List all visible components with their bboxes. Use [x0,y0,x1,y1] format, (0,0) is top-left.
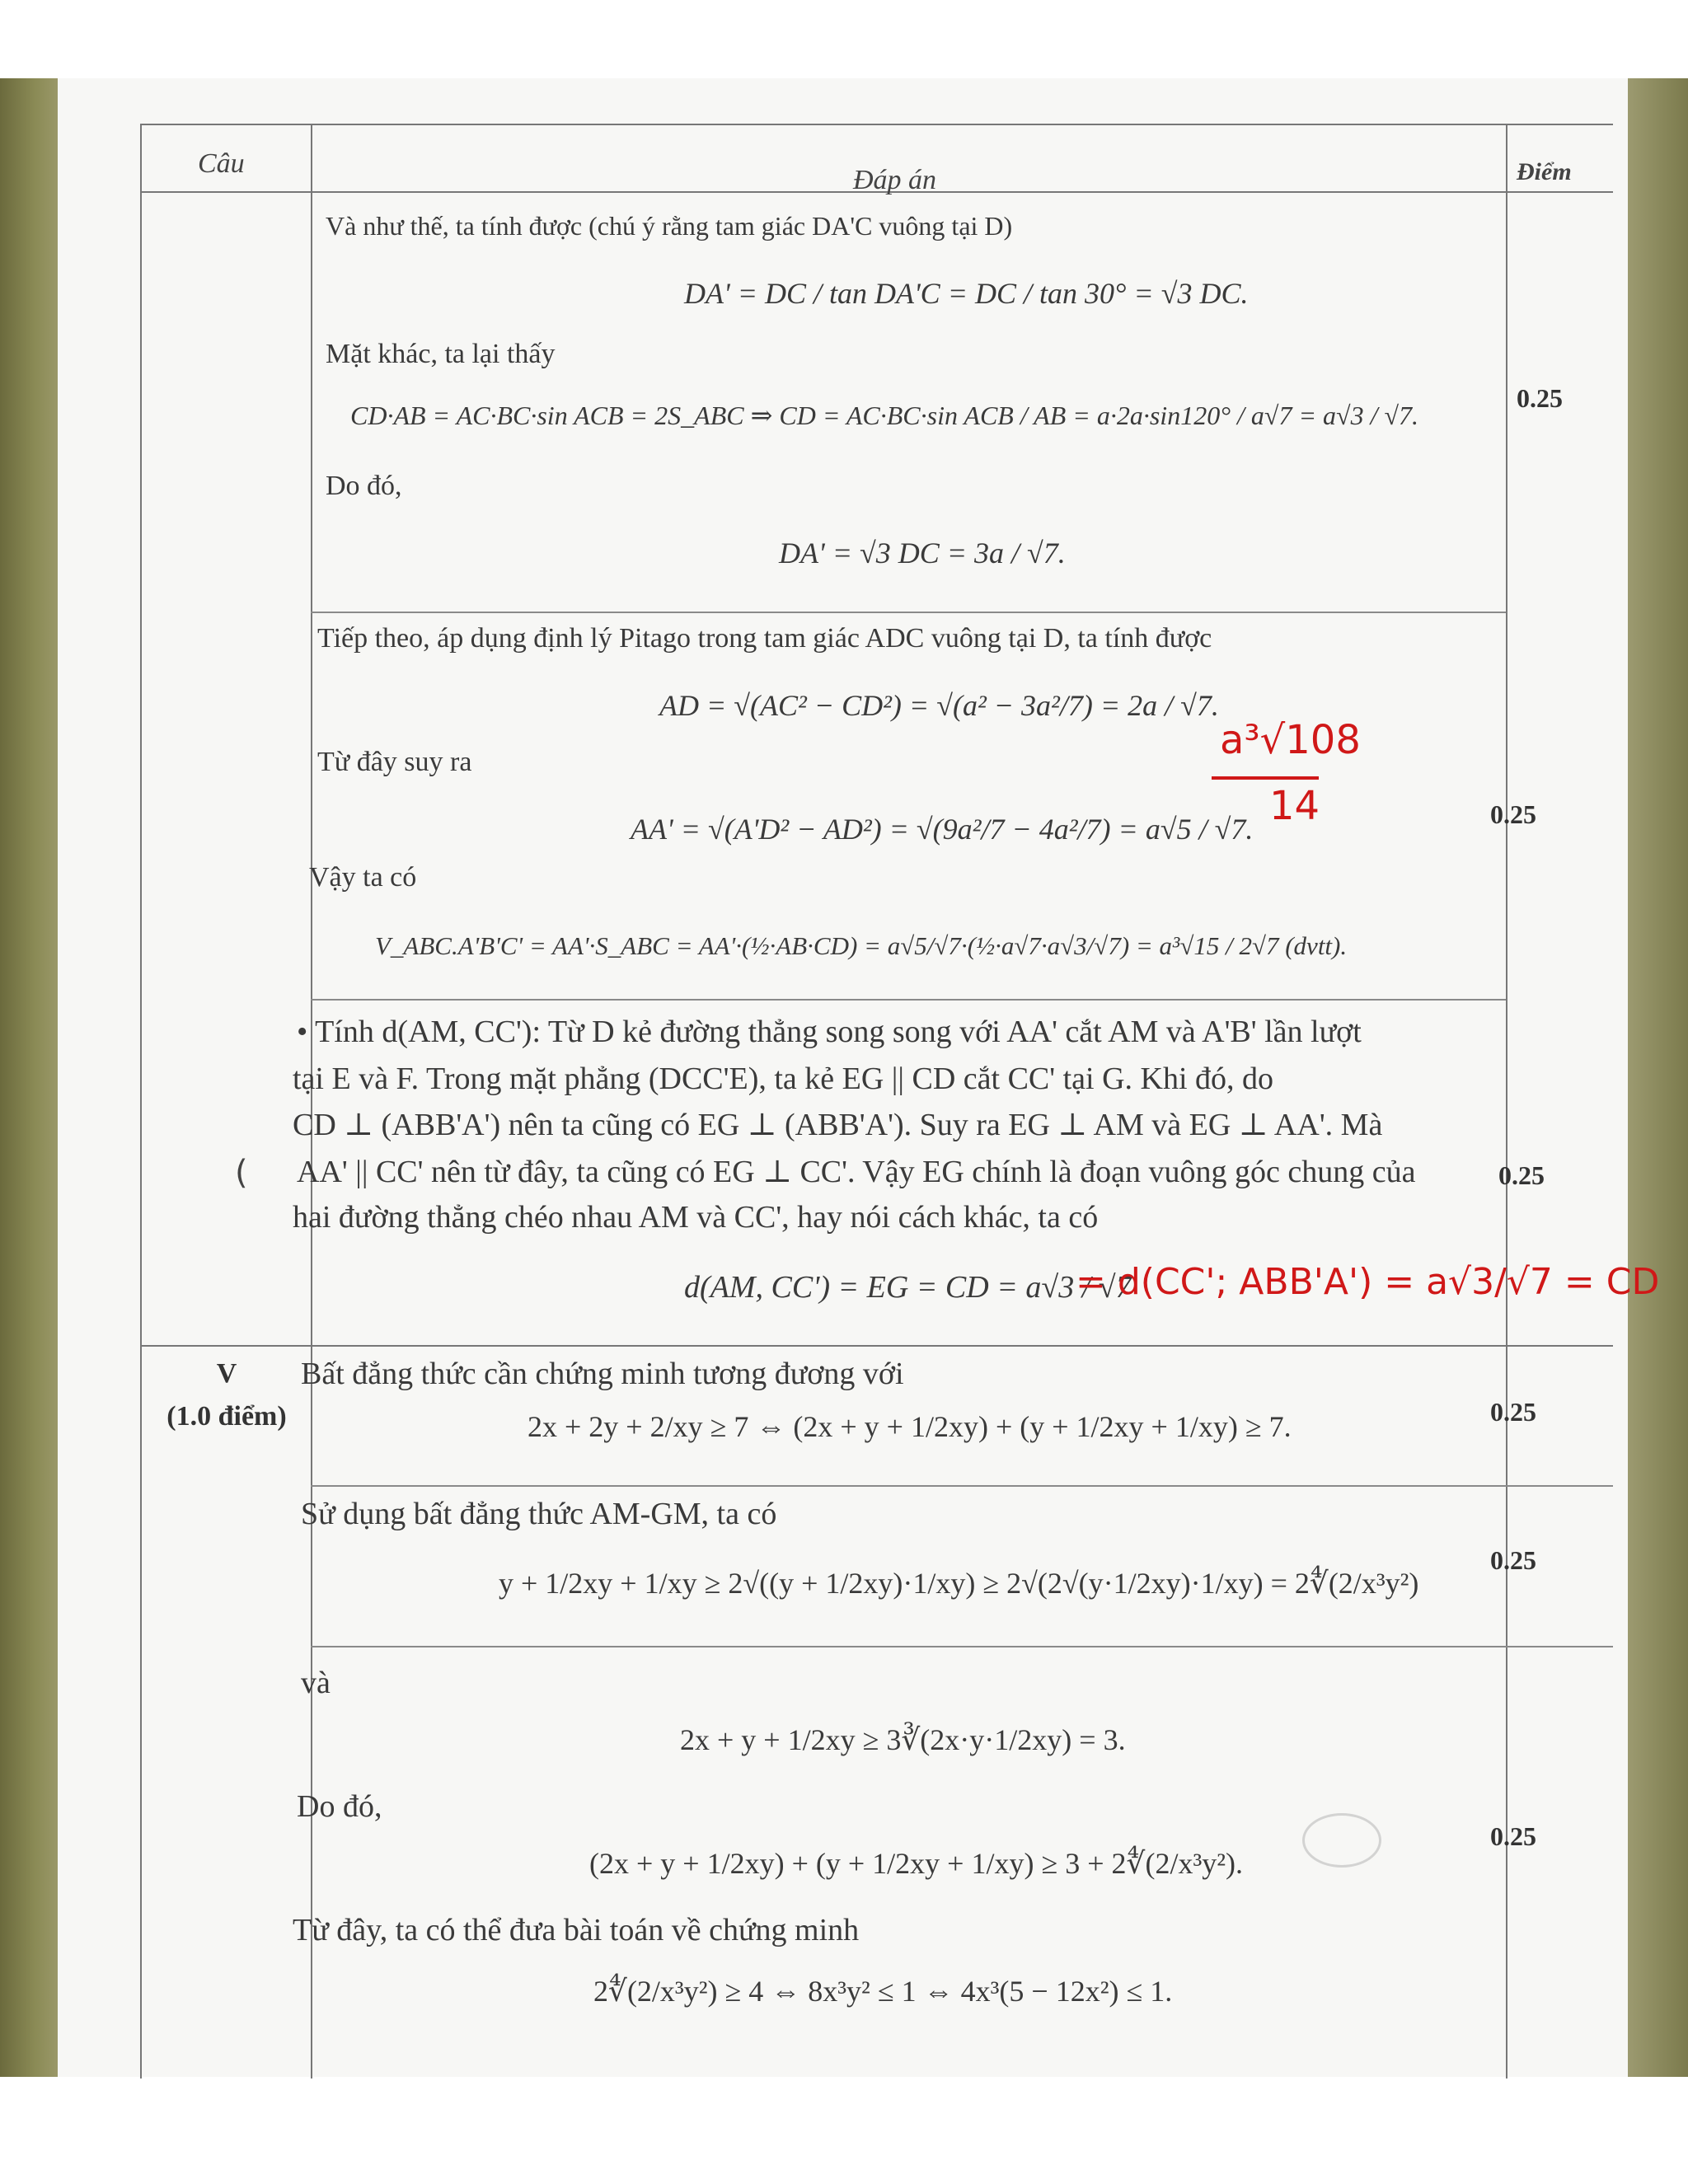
block3-line1: • Tính d(AM, CC'): Từ D kẻ đường thẳng song song với AA' cắt AM và A'B' lần lượt [297,1015,1362,1049]
block3-score: 0.25 [1498,1160,1545,1190]
block2-eq3: V_ABC.A'B'C' = AA'·S_ABC = AA'·(½·AB·CD) = a√5/√7·(½·a√7·a√3/√7) = a³√15 / 2√7 (dvtt). [375,931,1348,960]
handwritten-note-top: a³√108 [1220,717,1361,763]
v-row2-score: 0.25 [1490,1545,1536,1575]
v-row3-text2: Do đó, [297,1789,382,1824]
v-row3-eq1: 2x + y + 1/2xy ≥ 3∛(2x·y·1/2xy) = 3. [680,1723,1126,1756]
block2-eq1: AD = √(AC² − CD²) = √(a² − 3a²/7) = 2a / √7. [659,689,1219,722]
block2-text3: Vậy ta có [309,862,417,893]
block2-score: 0.25 [1490,799,1536,829]
block3-line5: hai đường thẳng chéo nhau AM và CC', hay nói cách khác, ta có [293,1200,1099,1235]
block2-eq2: AA' = √(A'D² − AD²) = √(9a²/7 − 4a²/7) = a√5 / √7. [631,813,1254,846]
block3-line4: AA' || CC' nên từ đây, ta cũng có EG ⊥ CC'. Vậy EG chính là đoạn vuông góc chung của [297,1155,1416,1189]
v-row3-eq2: (2x + y + 1/2xy) + (y + 1/2xy + 1/xy) ≥ 3 + 2∜(2/x³y²). [589,1847,1244,1880]
block1-eq3: DA' = √3 DC = 3a / √7. [779,537,1066,569]
v-row2-text: Sử dụng bất đẳng thức AM-GM, ta có [301,1497,777,1531]
v-row1-eq: 2x + 2y + 2/xy ≥ 7 ⇔ (2x + y + 1/2xy) + (y + 1/2xy + 1/xy) ≥ 7. [528,1410,1292,1443]
header-diem: Điểm [1517,158,1572,185]
v-row3-text3: Từ đây, ta có thể đưa bài toán về chứng minh [293,1913,860,1947]
block1-text3: Do đó, [326,471,402,501]
block1-score: 0.25 [1517,383,1563,413]
background-left [0,78,58,2077]
section-v-label: V [216,1358,237,1389]
column-divider-2 [1506,125,1507,2079]
row-divider [311,1485,1613,1487]
handwritten-fraction-bar [1212,776,1319,780]
v-row1-text: Bất đẳng thức cần chứng minh tương đương với [301,1357,904,1391]
column-divider-1 [311,125,312,2079]
pencil-scribble [1302,1813,1381,1868]
row-divider [311,999,1506,1001]
v-row2-eq: y + 1/2xy + 1/xy ≥ 2√((y + 1/2xy)·1/xy) ≥ 2√(2√(y·1/2xy)·1/xy) = 2∜(2/x³y²) [499,1567,1419,1600]
section-v-points: (1.0 điểm) [166,1401,287,1432]
header-cau: Câu [198,148,245,179]
header-dap-an: Đáp án [853,165,937,195]
row-divider [311,1646,1613,1647]
block3-line2: tại E và F. Trong mặt phẳng (DCC'E), ta kẻ EG || CD cắt CC' tại G. Khi đó, do [293,1062,1274,1096]
block1-eq2: CD·AB = AC·BC·sin ACB = 2S_ABC ⇒ CD = AC·BC·sin ACB / AB = a·2a·sin120° / a√7 = a√3 / √7. [350,401,1419,430]
block3-eq1: d(AM, CC') = EG = CD = a√3 / √7 [684,1270,1132,1305]
v-row3-eq3: 2∜(2/x³y²) ≥ 4 ⇔ 8x³y² ≤ 1 ⇔ 4x³(5 − 12x²) ≤ 1. [593,1975,1173,2008]
block1-intro: Và như thế, ta tính được (chú ý rằng tam giác DA'C vuông tại D) [326,211,1013,241]
block3-line3: CD ⊥ (ABB'A') nên ta cũng có EG ⊥ (ABB'A'). Suy ra EG ⊥ AM và EG ⊥ AA'. Mà [293,1108,1383,1142]
block1-eq1: DA' = DC / tan DA'C = DC / tan 30° = √3 DC. [684,277,1249,310]
block2-text2: Từ đây suy ra [317,747,472,777]
pencil-mark: ( [235,1154,248,1192]
handwritten-note-2: = d(CC'; ABB'A') = a√3/√7 = CD [1076,1261,1660,1303]
v-row3-text1: và [301,1666,331,1700]
block2-intro: Tiếp theo, áp dụng định lý Pitago trong tam giác ADC vuông tại D, ta tính được [317,623,1212,654]
block1-text2: Mặt khác, ta lại thấy [326,339,556,369]
v-row1-score: 0.25 [1490,1397,1536,1427]
v-row3-score: 0.25 [1490,1821,1536,1851]
handwritten-note-bottom: 14 [1269,783,1320,829]
background-right [1628,78,1688,2077]
row-divider [311,612,1506,613]
section-divider [142,1345,1613,1347]
